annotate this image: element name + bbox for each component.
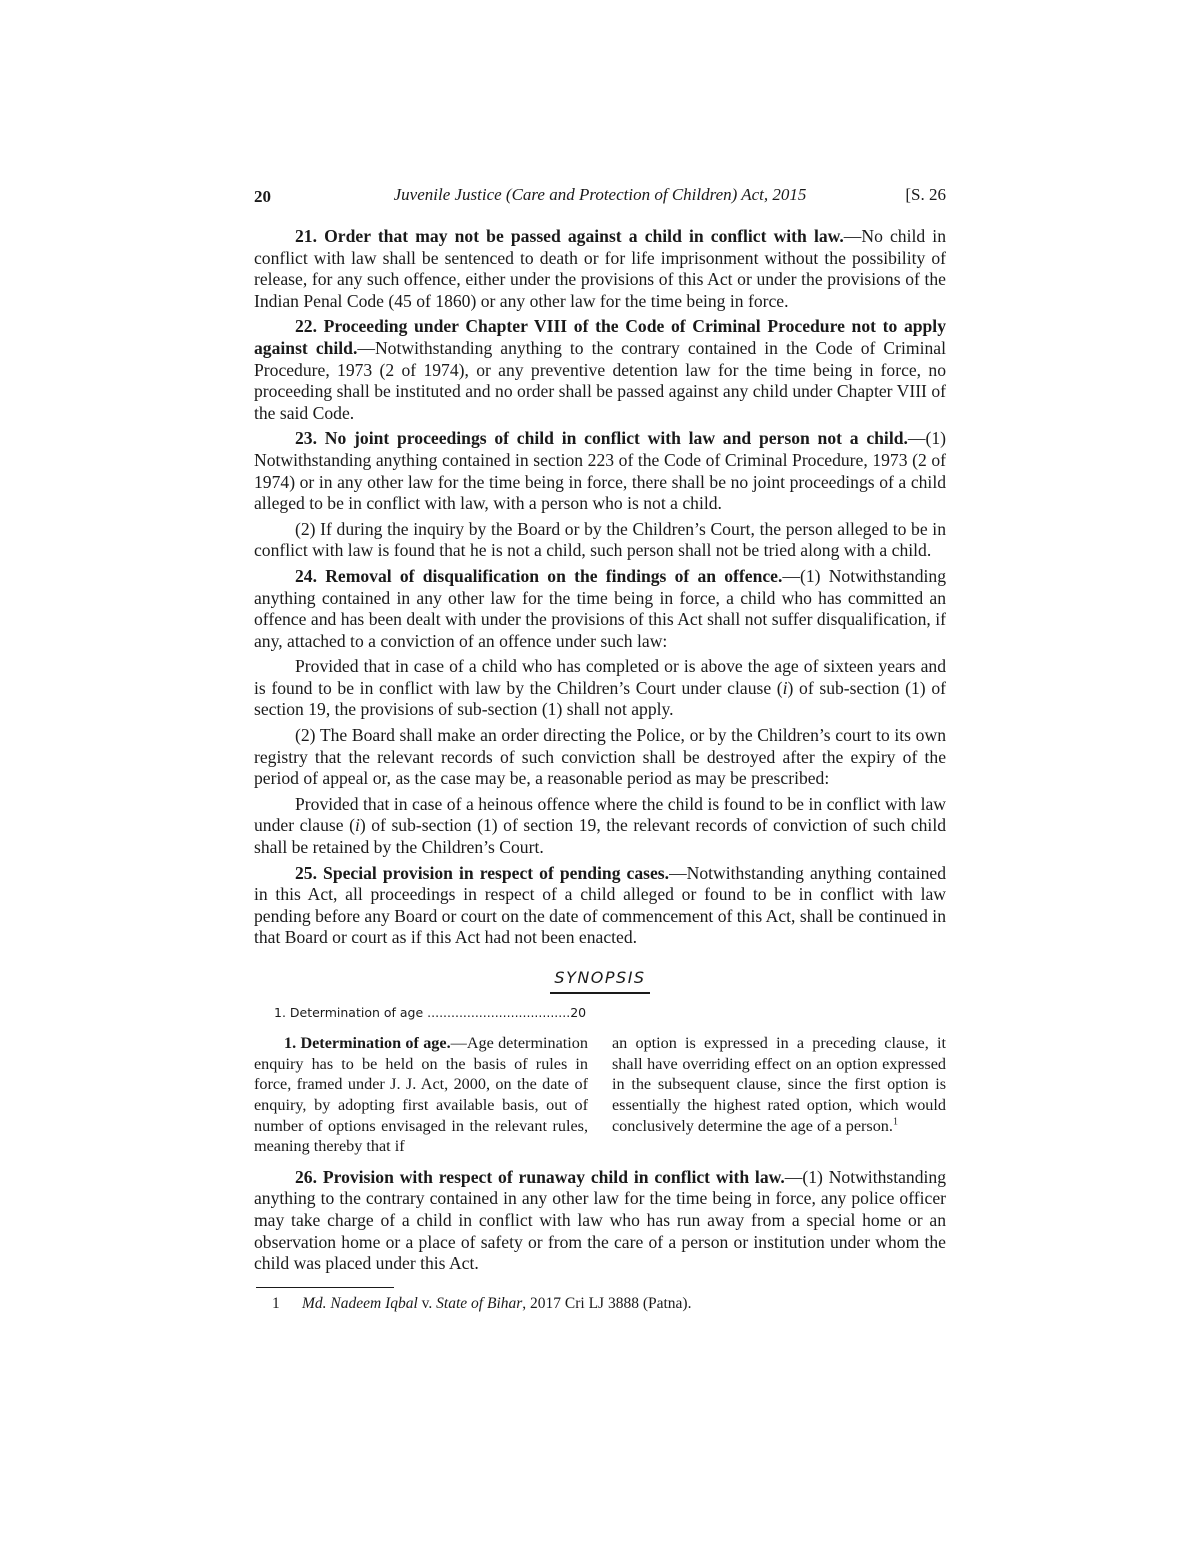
proviso-1-clause: i: [782, 677, 788, 698]
synopsis-note-column-left: [254, 1033, 588, 1157]
footnote-marker: 1: [892, 1116, 898, 1128]
section-23-heading: 23. No joint proceedings of child in conflict with law and person not a child.: [295, 428, 908, 449]
footnote: [254, 1294, 946, 1313]
synopsis-note: [254, 1033, 946, 1157]
footnote-party: State of Bihar: [436, 1294, 523, 1312]
footnote-case-name: Md. Nadeem Iqbal: [302, 1294, 418, 1312]
section-21: [254, 226, 946, 312]
section-24: [254, 566, 946, 652]
section-23-subsection-2: (2) If during the inquiry by the Board or by the Children’s Court, the person alleged to be in conflict with law is found that he is not a child, such person shall not be tried along with a child.: [254, 518, 946, 561]
section-25-body: —Notwithstanding anything contained in this Act, all proceedings in respect of a child alleged or found to be in conflict with law pending before any Board or court on the date of commencement of this Act, shall be continued in that Board or court as if this Act had not been enacted.: [254, 862, 947, 948]
document-page: [254, 182, 946, 1313]
footnote-versus: v.: [417, 1294, 437, 1312]
section-21-body: —No child in conflict with law shall be sentenced to death or for life imprisonment without the possibility of release, for any such offence, either under the provisions of this Act or under the provisions of the Indian Penal Code (45 of 1860) or any other law for the time being in force.: [254, 226, 946, 311]
synopsis-note-column-right: [612, 1033, 946, 1157]
page-number: 20: [254, 187, 271, 206]
section-24-body: —(1) Notwithstanding anything contained in any other law for the time being in force, a child who has committed an offence and has been dealt with under the provisions of this Act shall not suffer disqualification, if any, attached to a conviction of an offence under such law:: [254, 565, 947, 651]
footnote-citation: , 2017 Cri LJ 3888 (Patna).: [522, 1294, 692, 1312]
section-22-body: —Notwithstanding anything to the contrary contained in the Code of Criminal Procedure, 1973 (2 of 1974), or any preventive detention law for the time being in force, no proceeding shall be instituted and no order shall be passed against any child under Chapter VIII of the said Code.: [254, 337, 946, 423]
section-24-proviso-1: [254, 656, 946, 721]
proviso-2-text-a: Provided that in case of a heinous offence where the child is found to be in conflict with law under clause (: [254, 793, 946, 836]
section-25-heading: 25. Special provision in respect of pending cases.: [295, 862, 670, 883]
section-21-heading: 21. Order that may not be passed against a child in conflict with law.: [295, 226, 844, 246]
proviso-1-text-b: ) of sub-section (1) of section 19, the provisions of sub-section (1) shall not apply.: [254, 677, 946, 720]
synopsis-note-heading: 1. Determination of age.: [284, 1034, 451, 1053]
proviso-2-text-b: ) of sub-section (1) of section 19, the relevant records of conviction of such child shall be retained by the Children’s Court.: [254, 815, 946, 858]
footnote-rule: [256, 1287, 394, 1288]
running-header: [254, 182, 946, 208]
section-26-heading: 26. Provision with respect of runaway child in conflict with law.: [295, 1166, 785, 1187]
section-26-body: —(1) Notwithstanding anything to the contrary contained in any other law for the time being in force, any police officer may take charge of a child in conflict with law who has run away from a special home or an observation home or a place of safety or from the care of a person or institution under whom the child was placed under this Act.: [254, 1166, 947, 1274]
section-22-heading: 22. Proceeding under Chapter VIII of the Code of Criminal Procedure not to apply against child.: [254, 316, 946, 358]
synopsis-title: SYNOPSIS: [550, 967, 649, 994]
synopsis-note-text-left: —Age determination enquiry has to be held on the basis of rules in force, framed under J. J. Act, 2000, on the date of enquiry, by adopting first available basis, out of number of options envisaged in the relevant rules, meaning thereby that if: [254, 1034, 588, 1156]
section-22: [254, 316, 946, 424]
section-23: [254, 428, 946, 514]
section-23-body: —(1) Notwithstanding anything contained in section 223 of the Code of Criminal Procedure, 1973 (2 of 1974) or in any other law for the time being in force, there shall be no joint proceedings of a child alleged to be in conflict with law, with a person who is not a child.: [254, 428, 946, 514]
synopsis-index-entry: 1. Determination of age ....................................20: [274, 1004, 587, 1020]
proviso-1-text-a: Provided that in case of a child who has completed or is above the age of sixteen years and is found to be in conflict with law by the Children’s Court under clause (: [254, 656, 946, 698]
section-24-subsection-2: (2) The Board shall make an order directing the Police, or by the Children’s court to its own registry that the relevant records of such conviction shall be destroyed after the expiry of the period of appeal or, as the case may be, a reasonable period as may be prescribed:: [254, 725, 946, 789]
proviso-2-clause: i: [354, 815, 360, 836]
section-reference: [S. 26: [905, 185, 946, 204]
footnote-number: 1: [272, 1294, 280, 1312]
running-title: Juvenile Justice (Care and Protection of Children) Act, 2015: [393, 185, 807, 204]
section-24-heading: 24. Removal of disqualification on the findings of an offence.: [295, 565, 783, 586]
synopsis-note-text-right: an option is expressed in a preceding clause, it shall have overriding effect on an option expressed in the subsequent clause, since the first option is essentially the highest rated option, which would conclusively determine the age of a person.: [612, 1034, 946, 1135]
synopsis-heading: [254, 967, 946, 994]
section-24-proviso-2: [254, 794, 946, 859]
section-25: [254, 863, 946, 949]
section-26: [254, 1167, 946, 1275]
